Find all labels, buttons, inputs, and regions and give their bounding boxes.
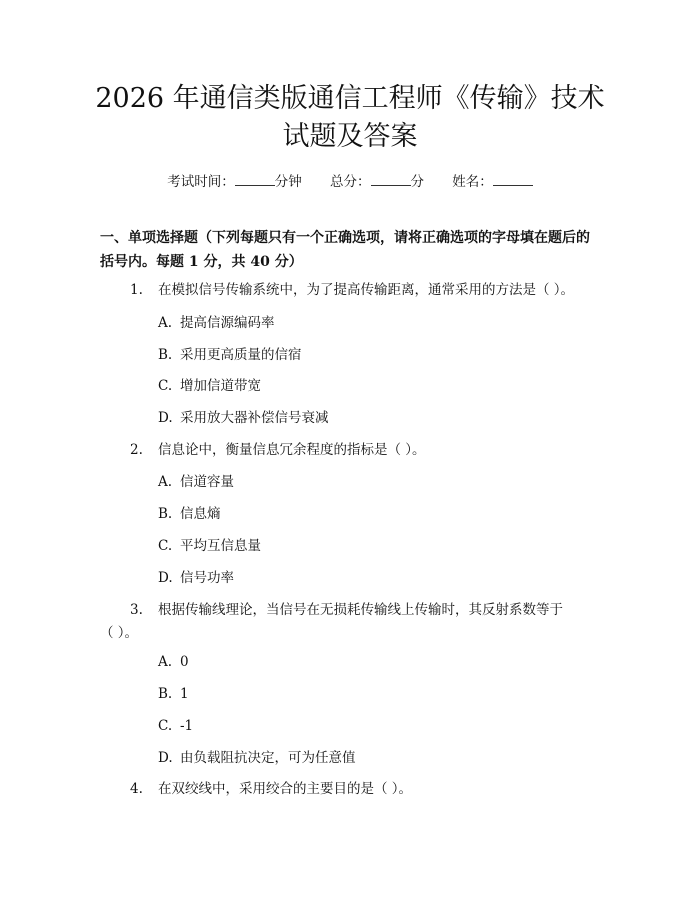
option-1a xyxy=(158,313,275,333)
option-3a xyxy=(158,652,189,672)
question-4 xyxy=(130,777,600,801)
option-letter: A. xyxy=(158,474,173,490)
option-letter: A. xyxy=(158,654,173,670)
option-letter: D. xyxy=(158,410,173,426)
total-score-label: 总分： xyxy=(330,174,371,190)
option-letter: C. xyxy=(158,538,173,554)
name-blank xyxy=(493,173,533,186)
option-text: 0 xyxy=(180,654,189,670)
option-text: 提高信源编码率 xyxy=(180,315,275,331)
question-number: 1. xyxy=(130,282,143,298)
option-letter: D. xyxy=(158,570,173,586)
question-number: 4. xyxy=(130,781,143,797)
option-letter: B. xyxy=(158,506,173,522)
total-score-field xyxy=(330,170,424,190)
option-letter: B. xyxy=(158,347,173,363)
option-3d xyxy=(158,748,356,768)
option-letter: C. xyxy=(158,718,173,734)
total-score-unit: 分 xyxy=(410,174,424,190)
page-title: 2026 年通信类版通信工程师《传输》技术试题及答案 xyxy=(95,83,605,152)
option-2c xyxy=(158,536,261,556)
question-3-continuation xyxy=(100,621,300,645)
option-text: 1 xyxy=(180,686,189,702)
name-label: 姓名： xyxy=(452,174,493,190)
exam-info-line xyxy=(0,170,700,190)
option-3b xyxy=(158,684,189,704)
section-heading: 一、单项选择题（下列每题只有一个正确选项，请将正确选项的字母填在题后的括号内。每题 1 分，共 40 分） xyxy=(100,230,590,270)
exam-time-field xyxy=(167,170,302,190)
exam-time-unit: 分钟 xyxy=(274,174,302,190)
question-number: 3. xyxy=(130,602,143,618)
option-text: 信号功率 xyxy=(180,570,234,586)
option-text: -1 xyxy=(180,718,194,734)
total-score-blank xyxy=(371,173,411,186)
option-letter: B. xyxy=(158,686,173,702)
option-text: 由负载阻抗决定，可为任意值 xyxy=(180,750,356,766)
option-letter: A. xyxy=(158,315,173,331)
option-text: 采用更高质量的信宿 xyxy=(180,347,302,363)
option-1d xyxy=(158,408,329,428)
exam-time-blank xyxy=(235,173,275,186)
option-letter: D. xyxy=(158,750,173,766)
option-letter: C. xyxy=(158,378,173,394)
option-2a xyxy=(158,472,234,492)
option-text: 增加信道带宽 xyxy=(180,378,261,394)
question-text: （ ）。 xyxy=(100,625,139,641)
option-3c xyxy=(158,716,193,736)
question-text: 根据传输线理论，当信号在无损耗传输线上传输时，其反射系数等于 xyxy=(158,602,563,618)
question-3 xyxy=(130,598,600,622)
option-2d xyxy=(158,568,234,588)
question-1 xyxy=(130,278,600,302)
option-text: 信道容量 xyxy=(180,474,234,490)
option-2b xyxy=(158,504,221,524)
question-text: 在双绞线中，采用绞合的主要目的是（ ）。 xyxy=(158,781,413,797)
option-text: 信息熵 xyxy=(180,506,221,522)
exam-time-label: 考试时间： xyxy=(167,174,235,190)
question-number: 2. xyxy=(130,442,143,458)
question-text: 信息论中，衡量信息冗余程度的指标是（ ）。 xyxy=(158,442,426,458)
option-1b xyxy=(158,345,302,365)
question-2 xyxy=(130,438,600,462)
option-1c xyxy=(158,376,261,396)
name-field xyxy=(452,170,533,190)
option-text: 采用放大器补偿信号衰减 xyxy=(180,410,329,426)
option-text: 平均互信息量 xyxy=(180,538,261,554)
question-text: 在模拟信号传输系统中，为了提高传输距离，通常采用的方法是（ ）。 xyxy=(158,282,575,298)
